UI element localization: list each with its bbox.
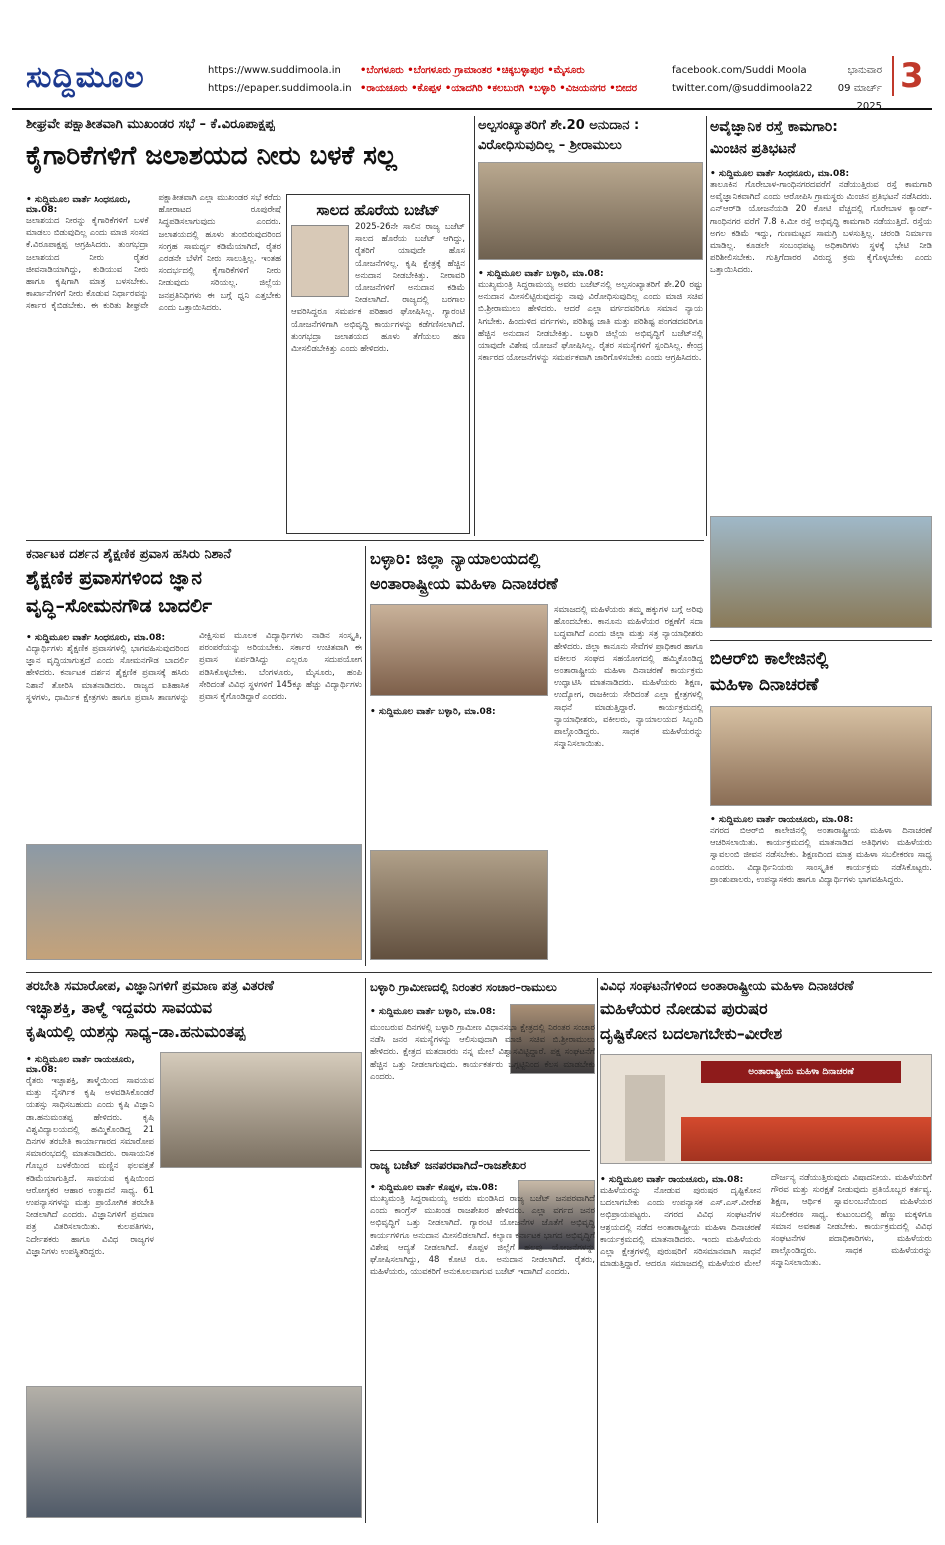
cities-line-2: •ರಾಯಚೂರು •ಕೊಪ್ಪಳ •ಯಾದಗಿರಿ •ಕಲಬುರಗಿ •ಬಳ್ಳಾರಿ •ವಿಜಯನಗರ •ಬೀದರ xyxy=(360,83,637,94)
story-body: ಮಹಿಳೆಯರನ್ನು ನೋಡುವ ಪುರುಷರ ದೃಷ್ಟಿಕೋನ ಬದಲಾಗಬೇಕು ಎಂದು ಉಪನ್ಯಾಸಕ ಎಸ್.ಎಸ್.ವೀರೇಶ ಅಭಿಪ್ರಾಯಪಟ್ಟರು. ನಗರದ ವಿವಿಧ ಸಂಘಟನೆಗಳ ಆಶ್ರಯದಲ್ಲಿ ನಡೆದ ಅಂತಾರಾಷ್ಟ್ರೀಯ ಮಹಿಳಾ ದಿನಾಚರಣೆ ಕಾರ್ಯಕ್ರಮದಲ್ಲಿ ಮಾತನಾಡಿದರು. ಇಂದು ಮಹಿಳೆಯರು ಎಲ್ಲಾ ಕ್ಷೇತ್ರಗಳಲ್ಲಿ ಪುರುಷರಿಗೆ ಸರಿಸಮಾನವಾಗಿ ಸಾಧನೆ ಮಾಡುತ್ತಿದ್ದಾರೆ. ಆದರೂ ಸಮಾಜದಲ್ಲಿ ಮಹಿಳೆಯರ ಮೇಲೆ ದೌರ್ಜನ್ಯ ನಡೆಯುತ್ತಿರುವುದು ವಿಷಾದನೀಯ. ಮಹಿಳೆಯರಿಗೆ ಗೌರವ ಮತ್ತು ಸುರಕ್ಷತೆ ನೀಡುವುದು ಪ್ರತಿಯೊಬ್ಬರ ಕರ್ತವ್ಯ. ಶಿಕ್ಷಣ, ಆರ್ಥಿಕ ಸ್ವಾವಲಂಬನೆಯಿಂದ ಮಹಿಳೆಯರ ಸಬಲೀಕರಣ ಸಾಧ್ಯ. ಕುಟುಂಬದಲ್ಲಿ ಹೆಣ್ಣು ಮಕ್ಕಳಿಗೂ ಸಮಾನ ಅವಕಾಶ ನೀಡಬೇಕು. ಕಾರ್ಯಕ್ರಮದಲ್ಲಿ ವಿವಿಧ ಸಂಘಟನೆಗಳ ಪದಾಧಿಕಾರಿಗಳು, ಮಹಿಳೆಯರು ಪಾಲ್ಗೊಂಡಿದ್ದರು. ಸಾಧಕ ಮಹಿಳೆಯರನ್ನು ಸನ್ಮಾನಿಸಲಾಯಿತು. xyxy=(600,1173,932,1270)
cities-line-1: •ಬೆಂಗಳೂರು •ಬೆಂಗಳೂರು ಗ್ರಾಮಾಂತರ •ಚಿಕ್ಕಬಳ್ಳಾಪುರ •ಮೈಸೂರು xyxy=(360,65,585,76)
story-body: ಮುಖ್ಯಮಂತ್ರಿ ಸಿದ್ದರಾಮಯ್ಯ ಅವರು ಬಜೆಟ್‌ನಲ್ಲಿ ಅಲ್ಪಸಂಖ್ಯಾತರಿಗೆ ಶೇ.20 ರಷ್ಟು ಅನುದಾನ ಮೀಸಲಿಟ್ಟಿರುವುದನ್ನು ನಾವು ವಿರೋಧಿಸುವುದಿಲ್ಲ ಎಂದು ಮಾಜಿ ಸಚಿವ ಬಿ.ಶ್ರೀರಾಮುಲು ಹೇಳಿದರು. ಆದರೆ ಎಲ್ಲಾ ವರ್ಗದವರಿಗೂ ಸಮಾನ ನ್ಯಾಯ ಸಿಗಬೇಕು. ಹಿಂದುಳಿದ ವರ್ಗಗಳು, ಪರಿಶಿಷ್ಟ ಜಾತಿ ಮತ್ತು ಪರಿಶಿಷ್ಟ ಪಂಗಡದವರಿಗೂ ಹೆಚ್ಚಿನ ಅನುದಾನ ನೀಡಬೇಕಿತ್ತು. ಬಳ್ಳಾರಿ ಜಿಲ್ಲೆಯ ಅಭಿವೃದ್ಧಿಗೆ ಬಜೆಟ್‌ನಲ್ಲಿ ಯಾವುದೇ ವಿಶೇಷ ಯೋಜನೆ ಘೋಷಿಸಿಲ್ಲ. ರೈತರ ಸಮಸ್ಯೆಗಳಿಗೆ ಸ್ಪಂದಿಸಿಲ್ಲ. ಕೇಂದ್ರ ಸರ್ಕಾರದ ಯೋಜನೆಗಳನ್ನು ಸಮರ್ಪಕವಾಗಿ ಜಾರಿಗೊಳಿಸಬೇಕು ಎಂದು ಆಗ್ರಹಿಸಿದರು. xyxy=(478,280,703,364)
social-links xyxy=(672,62,813,98)
story-body: ಸಮಾಜದಲ್ಲಿ ಮಹಿಳೆಯರು ತಮ್ಮ ಹಕ್ಕುಗಳ ಬಗ್ಗೆ ಅರಿವು ಹೊಂದಬೇಕು. ಕಾನೂನು ಮಹಿಳೆಯರ ರಕ್ಷಣೆಗೆ ಸದಾ ಬದ್ಧವಾಗಿದೆ ಎಂದು ಜಿಲ್ಲಾ ಮತ್ತು ಸತ್ರ ನ್ಯಾಯಾಧೀಶರು ಹೇಳಿದರು. ಜಿಲ್ಲಾ ಕಾನೂನು ಸೇವೆಗಳ ಪ್ರಾಧಿಕಾರ ಹಾಗೂ ವಕೀಲರ ಸಂಘದ ಸಹಯೋಗದಲ್ಲಿ ಹಮ್ಮಿಕೊಂಡಿದ್ದ ಅಂತಾರಾಷ್ಟ್ರೀಯ ಮಹಿಳಾ ದಿನಾಚರಣೆ ಕಾರ್ಯಕ್ರಮ ಉದ್ಘಾಟಿಸಿ ಮಾತನಾಡಿದರು. ಮಹಿಳೆಯರು ಶಿಕ್ಷಣ, ಉದ್ಯೋಗ, ರಾಜಕೀಯ ಸೇರಿದಂತೆ ಎಲ್ಲಾ ಕ್ಷೇತ್ರಗಳಲ್ಲಿ ಸಾಧನೆ ಮಾಡುತ್ತಿದ್ದಾರೆ. ಕಾರ್ಯಕ್ರಮದಲ್ಲಿ ನ್ಯಾಯಾಧೀಶರು, ವಕೀಲರು, ನ್ಯಾಯಾಲಯದ ಸಿಬ್ಬಂದಿ ಪಾಲ್ಗೊಂಡಿದ್ದರು. ಸಾಧಕ ಮಹಿಳೆಯರನ್ನು ಸನ್ಮಾನಿಸಲಾಯಿತು. xyxy=(554,605,703,750)
story-headline-2: ಅಂತಾರಾಷ್ಟ್ರೀಯ ಮಹಿಳಾ ದಿನಾಚರಣೆ xyxy=(370,574,558,593)
story-kicker: ವಿವಿಧ ಸಂಘಟನೆಗಳಿಂದ ಅಂತಾರಾಷ್ಟ್ರೀಯ ಮಹಿಳಾ ದಿನಾಚರಣೆ xyxy=(600,979,854,994)
story-byline: • ಸುದ್ದಿಮೂಲ ವಾರ್ತೆ ಬಳ್ಳಾರಿ, ಮಾ.08: xyxy=(478,269,604,279)
header-links xyxy=(208,62,352,98)
newspaper-logo: ಸುದ್ದಿಮೂಲ xyxy=(26,60,145,95)
story-headline-2: ಮಹಿಳಾ ದಿನಾಚರಣೆ xyxy=(710,675,819,695)
dais xyxy=(681,1117,931,1161)
story-headline: ಬಳ್ಳಾರಿ ಗ್ರಾಮೀಣದಲ್ಲಿ ನಿರಂತರ ಸಂಚಾರ–ರಾಮುಲು xyxy=(370,980,557,994)
budget-box-body: 2025-26ನೇ ಸಾಲಿನ ರಾಜ್ಯ ಬಜೆಟ್ ಸಾಲದ ಹೊರೆಯ ಬಜೆಟ್ ಆಗಿದ್ದು, ರೈತರಿಗೆ ಯಾವುದೇ ಹೊಸ ಯೋಜನೆಗಳಿಲ್ಲ. ಕೃಷಿ ಕ್ಷೇತ್ರಕ್ಕೆ ಹೆಚ್ಚಿನ ಅನುದಾನ ನೀಡಬೇಕಿತ್ತು. ನೀರಾವರಿ ಯೋಜನೆಗಳಿಗೆ ಅನುದಾನ ಕಡಿಮೆ ನೀಡಲಾಗಿದೆ. ರಾಜ್ಯದಲ್ಲಿ ಬರಗಾಲ ಆವರಿಸಿದ್ದರೂ ಸಮರ್ಪಕ ಪರಿಹಾರ ಘೋಷಿಸಿಲ್ಲ. ಗ್ಯಾರಂಟಿ ಯೋಜನೆಗಳಿಗಾಗಿ ಅಭಿವೃದ್ಧಿ ಕಾರ್ಯಗಳನ್ನು ಕಡೆಗಣಿಸಲಾಗಿದೆ. ತುಂಗಭದ್ರಾ ಜಲಾಶಯದ ಹೂಳು ತೆಗೆಯಲು ಹಣ ಮೀಸಲಿಡಬೇಕಿತ್ತು ಎಂದು ಹೇಳಿದರು. xyxy=(291,222,465,355)
story-headline: ರಾಜ್ಯ ಬಜೆಟ್ ಜನಪರವಾಗಿದೆ–ರಾಜಶೇಖರ xyxy=(370,1158,527,1172)
story-headline-2: ವಿರೋಧಿಸುವುದಿಲ್ಲ – ಶ್ರೀರಾಮುಲು xyxy=(478,138,622,153)
protest-photo xyxy=(710,516,932,628)
page-number: 3 xyxy=(892,56,924,96)
speaker-figure xyxy=(625,1075,665,1161)
story-organic-farming xyxy=(26,978,362,1523)
event-banner: ಅಂತಾರಾಷ್ಟ್ರೀಯ ಮಹಿಳಾ ದಿನಾಚರಣೆ xyxy=(701,1061,901,1083)
story-headline: ಬಿಆರ್‌ಬಿ ಕಾಲೇಜಿನಲ್ಲಿ xyxy=(710,649,829,669)
story-byline: • ಸುದ್ದಿಮೂಲ ವಾರ್ತೆ ಬಳ್ಳಾರಿ, ಮಾ.08: xyxy=(370,707,496,717)
story-byline: • ಸುದ್ದಿಮೂಲ ವಾರ್ತೆ ಸಿಂಧನೂರು, ಮಾ.08: xyxy=(26,195,131,215)
story-byline: • ಸುದ್ದಿಮೂಲ ವಾರ್ತೆ ಕೊಪ್ಪಳ, ಮಾ.08: xyxy=(370,1183,498,1193)
story-headline: ಇಚ್ಛಾಶಕ್ತಿ, ತಾಳ್ಮೆ ಇದ್ದವರು ಸಾವಯವ xyxy=(26,999,213,1017)
story-byline: • ಸುದ್ದಿಮೂಲ ವಾರ್ತೆ ಬಳ್ಳಾರಿ, ಮಾ.08: xyxy=(370,1007,496,1017)
story-industry-water xyxy=(26,116,472,536)
court-event-photo xyxy=(370,604,548,696)
story-kicker: ಶೀಘ್ರವೇ ಪಕ್ಷಾತೀತವಾಗಿ ಮುಖಂಡರ ಸಭೆ – ಕೆ.ವಿರೂಪಾಕ್ಷಪ್ಪ xyxy=(26,117,275,132)
story-body: ತಾಲೂಕಿನ ಗೊರೇಬಾಳ-ಗಾಂಧಿನಗರದವರೆಗೆ ನಡೆಯುತ್ತಿರುವ ರಸ್ತೆ ಕಾಮಗಾರಿ ಅವೈಜ್ಞಾನಿಕವಾಗಿದೆ ಎಂದು ಆರೋಪಿಸಿ ಗ್ರಾಮಸ್ಥರು ಮಿಂಚಿನ ಪ್ರತಿಭಟನೆ ನಡೆಸಿದರು. ಎನ್‌ಆರ್‌ಡಿ ಯೋಜನೆಯಡಿ 20 ಕೋಟಿ ವೆಚ್ಚದಲ್ಲಿ ಗೊರೇಬಾಳ ಕ್ಯಾಂಪ್-ಗಾಂಧಿನಗರ ವರೆಗೆ 7.8 ಕಿ.ಮೀ ರಸ್ತೆ ಅಭಿವೃದ್ಧಿ ಕಾಮಗಾರಿ ನಡೆಯುತ್ತಿದೆ. ರಸ್ತೆಯ ಅಗಲ ಕಡಿಮೆ ಇದ್ದು, ಗುಣಮಟ್ಟದ ಸಾಮಗ್ರಿ ಬಳಸುತ್ತಿಲ್ಲ. ಚರಂಡಿ ನಿರ್ಮಾಣ ಮಾಡಿಲ್ಲ. ಕೂಡಲೇ ಸಂಬಂಧಪಟ್ಟ ಅಧಿಕಾರಿಗಳು ಸ್ಥಳಕ್ಕೆ ಭೇಟಿ ನೀಡಿ ಪರಿಶೀಲಿಸಬೇಕು. ಗುತ್ತಿಗೆದಾರರ ವಿರುದ್ಧ ಕ್ರಮ ಕೈಗೊಳ್ಳಬೇಕು ಎಂದು ಒತ್ತಾಯಿಸಿದರು. xyxy=(710,180,932,276)
story-headline-2: ಕೃಷಿಯಲ್ಲಿ ಯಶಸ್ಸು ಸಾಧ್ಯ–ಡಾ.ಹನುಮಂತಪ್ಪ xyxy=(26,1023,246,1041)
edition-cities xyxy=(360,62,650,98)
story-headline: ಕೈಗಾರಿಕೆಗಳಿಗೆ ಜಲಾಶಯದ ನೀರು ಬಳಕೆ ಸಲ್ಲ xyxy=(26,141,397,171)
story-kicker: ಕರ್ನಾಟಕ ದರ್ಶನ ಶೈಕ್ಷಣಿಕ ಪ್ರವಾಸ ಹಸಿರು ನಿಶಾನೆ xyxy=(26,547,232,562)
college-event-photo xyxy=(710,706,932,806)
story-headline-2: ವೃದ್ಧಿ–ಸೋಮನಗೌಡ ಬಾದರ್ಲಿ xyxy=(26,595,212,617)
story-road-protest xyxy=(710,116,932,636)
story-body: ಜಲಾಶಯದ ನೀರನ್ನು ಕೈಗಾರಿಕೆಗಳಿಗೆ ಬಳಕೆ ಮಾಡಲು ಬಿಡುವುದಿಲ್ಲ ಎಂದು ಮಾಜಿ ಸಂಸದ ಕೆ.ವಿರೂಪಾಕ್ಷಪ್ಪ ಆಗ್ರಹಿಸಿದರು. ತುಂಗಭದ್ರಾ ಜಲಾಶಯದ ನೀರು ರೈತರ ಜೀವನಾಡಿಯಾಗಿದ್ದು, ಕುಡಿಯುವ ನೀರು ಹಾಗೂ ಕೃಷಿಗಾಗಿ ಮಾತ್ರ ಬಳಸಬೇಕು. ಕಾರ್ಖಾನೆಗಳಿಗೆ ನೀರು ಕೊಡುವ ನಿರ್ಧಾರವನ್ನು ಸರ್ಕಾರ ಕೈಬಿಡಬೇಕು. ಈ ಕುರಿತು ಶೀಘ್ರವೇ ಪಕ್ಷಾತೀತವಾಗಿ ಎಲ್ಲಾ ಮುಖಂಡರ ಸಭೆ ಕರೆದು ಹೋರಾಟದ ರೂಪುರೇಷೆ ಸಿದ್ಧಪಡಿಸಲಾಗುವುದು ಎಂದರು. ಜಲಾಶಯದಲ್ಲಿ ಹೂಳು ತುಂಬಿರುವುದರಿಂದ ಸಂಗ್ರಹ ಸಾಮರ್ಥ್ಯ ಕಡಿಮೆಯಾಗಿದೆ, ರೈತರ ಎರಡನೇ ಬೆಳೆಗೆ ನೀರು ಸಾಲುತ್ತಿಲ್ಲ. ಇಂತಹ ಸಂದರ್ಭದಲ್ಲಿ ಕೈಗಾರಿಕೆಗಳಿಗೆ ನೀರು ನೀಡುವುದು ಸರಿಯಲ್ಲ. ಜಿಲ್ಲೆಯ ಜನಪ್ರತಿನಿಧಿಗಳು ಈ ಬಗ್ಗೆ ಧ್ವನಿ ಎತ್ತಬೇಕು ಎಂದು ಒತ್ತಾಯಿಸಿದರು. xyxy=(26,193,281,313)
person-photo xyxy=(291,225,349,297)
story-byline: • ಸುದ್ದಿಮೂಲ ವಾರ್ತೆ ಸಿಂಧನೂರು, ಮಾ.08: xyxy=(26,633,166,643)
date: 09 ಮಾರ್ಚ್ 2025 xyxy=(837,83,882,112)
story-budget-people xyxy=(370,1156,595,1523)
day: ಭಾನುವಾರ xyxy=(847,65,882,76)
story-minority-grant xyxy=(478,116,703,536)
story-headline: ಮಹಿಳೆಯರ ನೋಡುವ ಪುರುಷರ xyxy=(600,999,768,1018)
certificate-photo xyxy=(160,1052,362,1168)
dateline xyxy=(818,62,882,116)
tour-flagoff-photo xyxy=(26,844,362,960)
story-body: ಮುಂಬರುವ ದಿನಗಳಲ್ಲಿ ಬಳ್ಳಾರಿ ಗ್ರಾಮೀಣ ವಿಧಾನಸಭಾ ಕ್ಷೇತ್ರದಲ್ಲಿ ನಿರಂತರ ಸಂಚಾರ ನಡೆಸಿ ಜನರ ಸಮಸ್ಯೆಗಳನ್ನು ಆಲಿಸುವುದಾಗಿ ಮಾಜಿ ಸಚಿವ ಬಿ.ಶ್ರೀರಾಮುಲು ಹೇಳಿದರು. ಕ್ಷೇತ್ರದ ಮತದಾರರು ನನ್ನ ಮೇಲೆ ವಿಶ್ವಾಸವಿಟ್ಟಿದ್ದಾರೆ. ಪಕ್ಷ ಸಂಘಟನೆಗೆ ಹೆಚ್ಚಿನ ಒತ್ತು ನೀಡಲಾಗುವುದು. ಕಾರ್ಯಕರ್ತರು ಒಗ್ಗಟ್ಟಿನಿಂದ ಕೆಲಸ ಮಾಡಬೇಕು ಎಂದರು. xyxy=(370,1023,595,1082)
story-headline-2: ದೃಷ್ಟಿಕೋನ ಬದಲಾಗಬೇಕು–ವೀರೇಶ xyxy=(600,1024,783,1043)
story-headline-2: ಮಿಂಚಿನ ಪ್ರತಿಭಟನೆ xyxy=(710,141,796,157)
story-educational-tour xyxy=(26,546,362,966)
twitter-link[interactable]: twitter.com/@suddimoola22 xyxy=(672,83,813,94)
budget-box-title: ಸಾಲದ ಹೊರೆಯ ಬಜೆಟ್ xyxy=(316,201,440,219)
womens-day-stage-photo xyxy=(600,1054,932,1164)
masthead xyxy=(12,52,932,110)
court-lamp-photo xyxy=(370,850,548,960)
facebook-link[interactable]: facebook.com/Suddi Moola xyxy=(672,65,807,76)
story-byline: • ಸುದ್ದಿಮೂಲ ವಾರ್ತೆ ಸಿಂಧನೂರು, ಮಾ.08: xyxy=(710,169,850,179)
story-headline: ಬಳ್ಳಾರಿ: ಜಿಲ್ಲಾ ನ್ಯಾಯಾಲಯದಲ್ಲಿ xyxy=(370,549,541,568)
story-headline: ಅವೈಜ್ಞಾನಿಕ ರಸ್ತೆ ಕಾಮಗಾರಿ: xyxy=(710,119,838,135)
story-body: ವಿದ್ಯಾರ್ಥಿಗಳು ಶೈಕ್ಷಣಿಕ ಪ್ರವಾಸಗಳಲ್ಲಿ ಭಾಗವಹಿಸುವುದರಿಂದ ಜ್ಞಾನ ವೃದ್ಧಿಯಾಗುತ್ತದೆ ಎಂದು ಸೋಮನಗೌಡ ಬಾದರ್ಲಿ ಹೇಳಿದರು. ಕರ್ನಾಟಕ ದರ್ಶನ ಶೈಕ್ಷಣಿಕ ಪ್ರವಾಸಕ್ಕೆ ಹಸಿರು ನಿಶಾನೆ ತೋರಿಸಿ ಮಾತನಾಡಿದರು. ರಾಜ್ಯದ ಐತಿಹಾಸಿಕ ಸ್ಥಳಗಳು, ಧಾರ್ಮಿಕ ಕ್ಷೇತ್ರಗಳು ಹಾಗೂ ಪ್ರವಾಸಿ ತಾಣಗಳನ್ನು ವೀಕ್ಷಿಸುವ ಮೂಲಕ ವಿದ್ಯಾರ್ಥಿಗಳು ನಾಡಿನ ಸಂಸ್ಕೃತಿ, ಪರಂಪರೆಯನ್ನು ಅರಿಯಬೇಕು. ಸರ್ಕಾರ ಉಚಿತವಾಗಿ ಈ ಪ್ರವಾಸ ಏರ್ಪಡಿಸಿದ್ದು ಎಲ್ಲರೂ ಸದುಪಯೋಗ ಪಡಿಸಿಕೊಳ್ಳಬೇಕು. ಬೆಂಗಳೂರು, ಮೈಸೂರು, ಹಂಪಿ ಸೇರಿದಂತೆ ವಿವಿಧ ಸ್ಥಳಗಳಿಗೆ 145ಕ್ಕೂ ಹೆಚ್ಚು ವಿದ್ಯಾರ್ಥಿಗಳು ಪ್ರವಾಸ ಕೈಗೊಂಡಿದ್ದಾರೆ ಎಂದರು. xyxy=(26,631,362,703)
story-kicker: ತರಬೇತಿ ಸಮಾರೋಪ, ವಿಜ್ಞಾನಿಗಳಿಗೆ ಪ್ರಮಾಣ ಪತ್ರ ವಿತರಣೆ xyxy=(26,979,274,994)
story-mens-perspective xyxy=(600,978,932,1523)
story-byline: • ಸುದ್ದಿಮೂಲ ವಾರ್ತೆ ರಾಯಚೂರು, ಮಾ.08: xyxy=(600,1175,744,1185)
story-ramulu-tour xyxy=(370,978,595,1148)
story-body: ಮುಖ್ಯಮಂತ್ರಿ ಸಿದ್ದರಾಮಯ್ಯ ಅವರು ಮಂಡಿಸಿದ ರಾಜ್ಯ ಬಜೆಟ್ ಜನಪರವಾಗಿದೆ ಎಂದು ಕಾಂಗ್ರೆಸ್ ಮುಖಂಡ ರಾಜಶೇಖರ ಹೇಳಿದರು. ಎಲ್ಲಾ ವರ್ಗದ ಜನರ ಅಭಿವೃದ್ಧಿಗೆ ಒತ್ತು ನೀಡಲಾಗಿದೆ. ಗ್ಯಾರಂಟಿ ಯೋಜನೆಗಳ ಜೊತೆಗೆ ಅಭಿವೃದ್ಧಿ ಕಾರ್ಯಗಳಿಗೂ ಅನುದಾನ ಮೀಸಲಿಡಲಾಗಿದೆ. ಕಲ್ಯಾಣ ಕರ್ನಾಟಕ ಭಾಗದ ಅಭಿವೃದ್ಧಿಗೆ ವಿಶೇಷ ಆದ್ಯತೆ ನೀಡಲಾಗಿದೆ. ಕೊಪ್ಪಳ ಜಿಲ್ಲೆಗೆ ಹಲವು ಯೋಜನೆಗಳನ್ನು ಘೋಷಿಸಲಾಗಿದ್ದು, 48 ಕೋಟಿ ರೂ. ಅನುದಾನ ನೀಡಲಾಗಿದೆ. ರೈತರು, ಮಹಿಳೆಯರು, ಯುವಕರಿಗೆ ಅನುಕೂಲವಾಗುವ ಬಜೆಟ್ ಇದಾಗಿದೆ ಎಂದರು. xyxy=(370,1194,595,1278)
press-meet-photo xyxy=(478,162,703,260)
website-link[interactable]: https://www.suddimoola.in xyxy=(208,65,341,76)
story-byline: • ಸುದ್ದಿಮೂಲ ವಾರ್ತೆ ರಾಯಚೂರು, ಮಾ.08: xyxy=(26,1055,135,1075)
story-body: ನಗರದ ಬಿಆರ್‌ಬಿ ಕಾಲೇಜಿನಲ್ಲಿ ಅಂತಾರಾಷ್ಟ್ರೀಯ ಮಹಿಳಾ ದಿನಾಚರಣೆ ಆಚರಿಸಲಾಯಿತು. ಕಾರ್ಯಕ್ರಮದಲ್ಲಿ ಮಾತನಾಡಿದ ಅತಿಥಿಗಳು ಮಹಿಳೆಯರು ಸ್ವಾವಲಂಬಿ ಜೀವನ ನಡೆಸಬೇಕು. ಶಿಕ್ಷಣದಿಂದ ಮಾತ್ರ ಮಹಿಳಾ ಸಬಲೀಕರಣ ಸಾಧ್ಯ ಎಂದರು. ವಿದ್ಯಾರ್ಥಿನಿಯರು ಸಾಂಸ್ಕೃತಿಕ ಕಾರ್ಯಕ್ರಮ ನಡೆಸಿಕೊಟ್ಟರು. ಪ್ರಾಂಶುಪಾಲರು, ಉಪನ್ಯಾಸಕರು ಹಾಗೂ ವಿದ್ಯಾರ್ಥಿಗಳು ಭಾಗವಹಿಸಿದ್ದರು. xyxy=(710,826,932,885)
budget-box xyxy=(286,194,470,534)
story-byline: • ಸುದ್ದಿಮೂಲ ವಾರ್ತೆ ರಾಯಚೂರು, ಮಾ.08: xyxy=(710,815,854,825)
story-headline: ಅಲ್ಪಸಂಖ್ಯಾತರಿಗೆ ಶೇ.20 ಅನುದಾನ : xyxy=(478,118,640,133)
epaper-link[interactable]: https://epaper.suddimoola.in xyxy=(208,83,352,94)
story-body: ರೈತರು ಇಚ್ಛಾಶಕ್ತಿ, ತಾಳ್ಮೆಯಿಂದ ಸಾವಯವ ಮತ್ತು ನೈಸರ್ಗಿಕ ಕೃಷಿ ಅಳವಡಿಸಿಕೊಂಡರೆ ಯಶಸ್ಸು ಸಾಧಿಸಬಹುದು ಎಂದು ಕೃಷಿ ವಿಜ್ಞಾನಿ ಡಾ.ಹನುಮಂತಪ್ಪ ಹೇಳಿದರು. ಕೃಷಿ ವಿಶ್ವವಿದ್ಯಾಲಯದಲ್ಲಿ ಹಮ್ಮಿಕೊಂಡಿದ್ದ 21 ದಿನಗಳ ತರಬೇತಿ ಕಾರ್ಯಾಗಾರದ ಸಮಾರೋಪ ಸಮಾರಂಭದಲ್ಲಿ ಮಾತನಾಡಿದರು. ರಾಸಾಯನಿಕ ಗೊಬ್ಬರ ಬಳಕೆಯಿಂದ ಮಣ್ಣಿನ ಫಲವತ್ತತೆ ಕಡಿಮೆಯಾಗುತ್ತಿದೆ. ಸಾವಯವ ಕೃಷಿಯಿಂದ ಆರೋಗ್ಯಕರ ಆಹಾರ ಉತ್ಪಾದನೆ ಸಾಧ್ಯ. 61 ಉಪನ್ಯಾಸಗಳನ್ನು ಮತ್ತು ಪ್ರಾಯೋಗಿಕ ತರಬೇತಿ ನೀಡಲಾಗಿದೆ ಎಂದರು. ವಿಜ್ಞಾನಿಗಳಿಗೆ ಪ್ರಮಾಣ ಪತ್ರ ವಿತರಿಸಲಾಯಿತು. ಕುಲಪತಿಗಳು, ನಿರ್ದೇಶಕರು ಹಾಗೂ ವಿವಿಧ ರಾಜ್ಯಗಳ ವಿಜ್ಞಾನಿಗಳು ಉಪಸ್ಥಿತರಿದ್ದರು. xyxy=(26,1076,154,1257)
story-brb-college xyxy=(710,646,932,966)
story-court-womens-day xyxy=(370,546,703,966)
story-headline: ಶೈಕ್ಷಣಿಕ ಪ್ರವಾಸಗಳಿಂದ ಜ್ಞಾನ xyxy=(26,567,202,589)
certificate-group-photo xyxy=(26,1386,362,1518)
